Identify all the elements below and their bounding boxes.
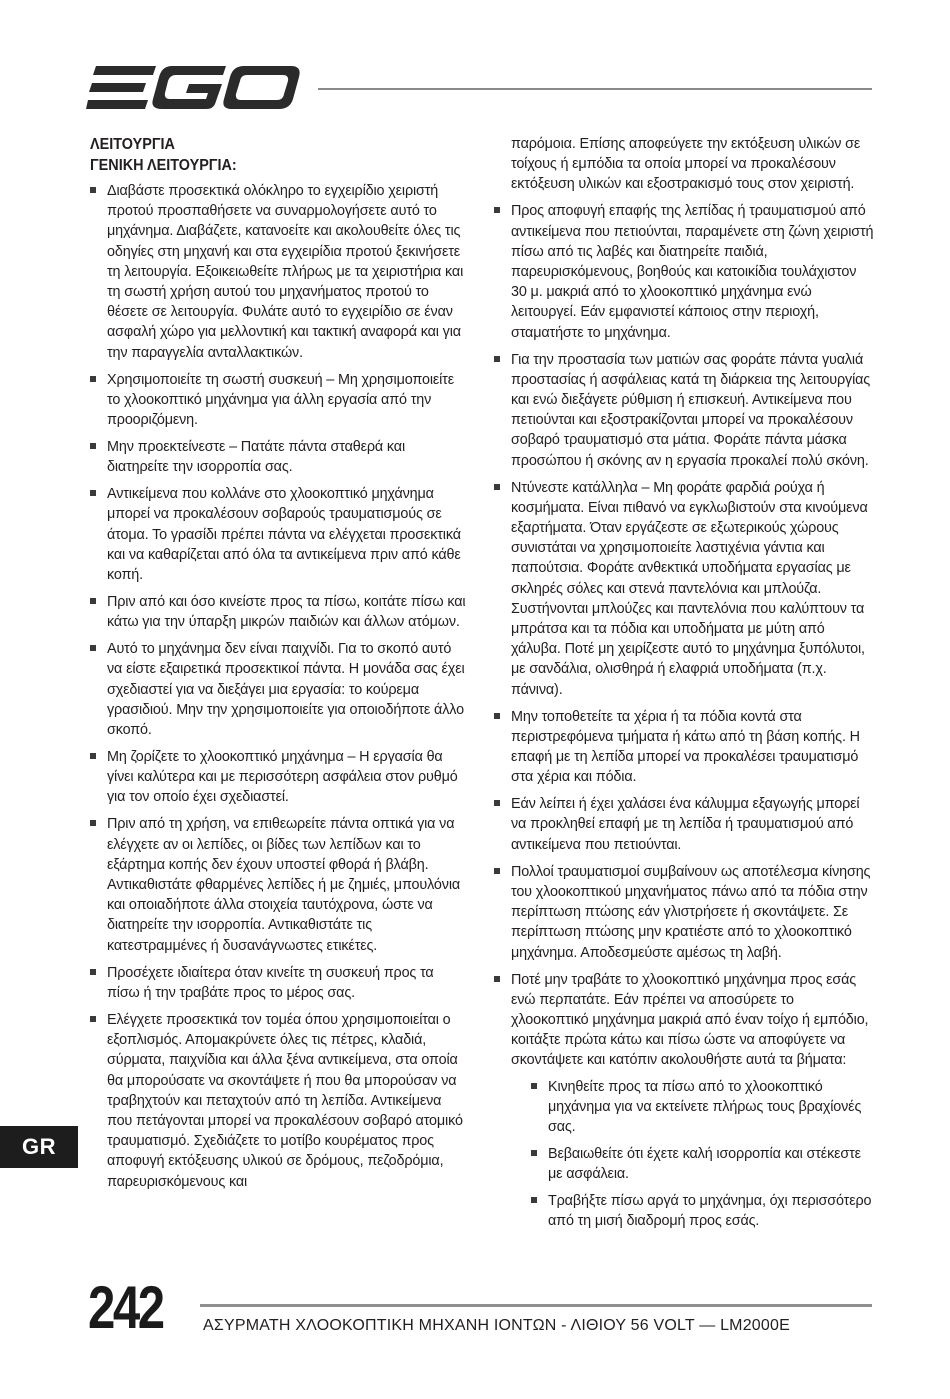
list-item	[494, 970, 874, 1232]
sub-list-item	[531, 1077, 874, 1138]
list-item-text: Μη ζορίζετε το χλοοκοπτικό μηχάνημα – Η εργασία θα γίνει καλύτερα και με περισσότερη ασφάλεια στον ρυθμό για τον οποίο έχει σχεδιαστεί.	[107, 749, 458, 806]
list-item-text: Ντύνεστε κατάλληλα – Μη φοράτε φαρδιά ρούχα ή κοσμήματα. Είναι πιθανό να εγκλωβιστούν στα κινούμενα εξαρτήματα. Όταν εργάζεστε σε εξωτερικούς χώρους συνιστάται να χρησιμοποιείτε λαστιχένια γάντια και παπούτσια. Φοράτε ανθεκτικά υποδήματα εργασίας με σκληρές σόλες και στενά παντελόνια και μπλούζα. Συστήνονται μπλούζες και παντελόνια που καλύπτουν τα μπράτσα και τα πόδια και υποδήματα με μύτη από χάλυβα. Ποτέ μη χειρίζεστε αυτό το μηχάνημα ξυπόλυτοι, με σανδάλια, ολισθηρά ή ελαφριά υποδήματα (π.χ. πάνινα).	[511, 479, 868, 698]
bullet-square-icon	[531, 1150, 537, 1156]
list-item	[90, 639, 470, 740]
right-column	[494, 134, 874, 1238]
list-item	[494, 862, 874, 963]
list-item	[90, 814, 470, 955]
list-item	[90, 592, 470, 632]
section-title: ΛΕΙΤΟΥΡΓΙΑ	[90, 136, 175, 153]
list-item-text: Ελέγχετε προσεκτικά τον τομέα όπου χρησιμοποιείται ο εξοπλισμός. Απομακρύνετε όλες τις πέτρες, κλαδιά, σύρματα, παιχνίδια και άλλα ξένα αντικείμενα, στα οποία θα μπορούσατε να σκοντάψετε ή που θα μπορούσαν να τραβηχτούν και πεταχτούν από τη λεπίδα. Αντικείμενα που πετάγονται μπορεί να προκαλέσουν σοβαρό ατομικό τραυματισμό. Σχεδιάζετε το μοτίβο κουρέματος προς αποφυγή εκτόξευσης υλικού σε δρόμους, πεζοδρόμια, παρευρισκόμενους και	[107, 1011, 463, 1190]
list-item	[90, 963, 470, 1003]
bullet-square-icon	[494, 484, 500, 490]
left-bullet-list	[90, 181, 470, 1192]
bullet-square-icon	[531, 1083, 537, 1089]
header-rule	[318, 88, 872, 90]
sub-bullet-list	[511, 1077, 874, 1232]
list-item-text: Ποτέ μην τραβάτε το χλοοκοπτικό μηχάνημα προς εσάς ενώ περπατάτε. Εάν πρέπει να απoσύρετε το χλοοκοπτικό μηχάνημα μακριά από έναν τοίχο ή εμπόδιο, κοιτάξτε πρώτα κάτω και πίσω ώστε να αποφύγετε να σκοντάψετε και κατόπιν ακολουθήστε αυτά τα βήματα:	[511, 971, 869, 1069]
section-subtitle: ΓΕΝΙΚΗ ΛΕΙΤΟΥΡΓΙΑ:	[90, 157, 237, 174]
sub-list-item	[531, 1144, 874, 1184]
list-item-text: Πολλοί τραυματισμοί συμβαίνουν ως αποτέλεσμα κίνησης του χλοοκοπτικού μηχανήματος πάνω από τα πόδια στην περίπτωση πτώσης εάν γλιστρήσετε ή σκοντάψετε. Σε περίπτωση πτώσης μην κρατιέστε από το χλοοκοπτικό μηχάνημα. Αποδεσμεύστε αμέσως τη λαβή.	[511, 863, 871, 961]
bullet-square-icon	[90, 820, 96, 826]
list-item	[494, 350, 874, 471]
footer-title: ΑΣΥΡΜΑΤΗ ΧΛΟΟΚΟΠΤΙΚΗ ΜΗΧΑΝΗ ΙΟΝΤΩΝ - ΛΙΘΙΟΥ 56 VOLT — LM2000E	[203, 1317, 790, 1334]
list-item-text: Εάν λείπει ή έχει χαλάσει ένα κάλυμμα εξαγωγής μπορεί να προκληθεί επαφή με τη λεπίδα ή τραυματισμού από αντικείμενα που πετιούνται.	[511, 796, 860, 853]
list-item-text: Αντικείμενα που κολλάνε στο χλοοκοπτικό μηχάνημα μπορεί να προκαλέσουν σοβαρούς τραυματισμούς σε άτομα. Το γρασίδι πρέπει πάντα να ελέγχεται προσεκτικά και να καθαρίζεται από όλα τα αντικείμενα πριν από κάθε κοπή.	[107, 486, 461, 584]
bullet-square-icon	[494, 207, 500, 213]
list-item	[90, 370, 470, 431]
right-bullet-list	[494, 201, 874, 1231]
bullet-square-icon	[90, 753, 96, 759]
bullet-square-icon	[90, 1016, 96, 1022]
bullet-square-icon	[90, 598, 96, 604]
ego-logo	[86, 64, 300, 112]
list-item-text: Προς αποφυγή επαφής της λεπίδας ή τραυματισμού από αντικείμενα που πετιούνται, παραμένετε στη ζώνη χειριστή πίσω από τις λαβές και διατηρείτε παιδιά, παρευρισκόμενους, βοηθούς και κατοικίδια τουλάχιστον 30 μ. μακριά από το χλοοκοπτικό μηχάνημα ενώ λειτουργεί. Εάν εμφανιστεί κάποιος στην περιοχή, σταματήστε το μηχάνημα.	[511, 203, 874, 341]
list-item	[494, 794, 874, 855]
list-item	[494, 707, 874, 788]
bullet-square-icon	[494, 800, 500, 806]
bullet-square-icon	[90, 187, 96, 193]
left-column	[90, 134, 470, 1199]
list-item-text: Μην τοποθετείτε τα χέρια ή τα πόδια κοντά στα περιστρεφόμενα τμήματα ή κάτω από τη βάση κοπής. Η επαφή με τη λεπίδα μπορεί να προκαλέσει τραυματισμό στα χέρια και πόδια.	[511, 708, 860, 786]
bullet-square-icon	[90, 645, 96, 651]
list-item-text: Για την προστασία των ματιών σας φοράτε πάντα γυαλιά προστασίας ή ασφάλειας κατά τη διάρκεια της λειτουργίας και ενώ διεξάγετε ρύθμιση ή επισκευή. Αντικείμενα που πετιούνται και εξοστρακίζονται μπορεί να προκαλέσουν σοβαρό τραυματισμό στα μάτια. Φοράτε πάντα μάσκα προσώπου ή σκόνης αν η εργασία προκαλεί πολύ σκόνη.	[511, 351, 871, 469]
list-item-text: Μην προεκτείνεστε – Πατάτε πάντα σταθερά και διατηρείτε την ισορροπία σας.	[107, 439, 405, 476]
list-item-text: Χρησιμοποιείτε τη σωστή συσκευή – Μη χρησιμοποιείτε το χλοοκοπτικό μηχάνημα για άλλη εργασία από την προοριζόμενη.	[107, 371, 454, 429]
list-item	[494, 201, 874, 342]
list-item	[90, 437, 470, 477]
sub-list-item-text: Τραβήξτε πίσω αργά το μηχάνημα, όχι περισσότερο από τη μισή διαδρομή προς εσάς.	[548, 1193, 872, 1230]
list-item	[90, 1010, 470, 1192]
bullet-square-icon	[494, 713, 500, 719]
bullet-square-icon	[90, 490, 96, 496]
list-item	[494, 478, 874, 700]
ego-logo-graphic	[86, 64, 300, 112]
bullet-square-icon	[531, 1197, 537, 1203]
list-item	[90, 484, 470, 585]
list-item	[90, 181, 470, 363]
list-item-text: Πριν από και όσο κινείστε προς τα πίσω, κοιτάτε πίσω και κάτω για την ύπαρξη μικρών παιδιών και άλλων ατόμων.	[107, 594, 466, 631]
sub-list-item-text: Κινηθείτε προς τα πίσω από το χλοοκοπτικό μηχάνημα για να εκτείνετε πλήρως τους βραχίονές σας.	[548, 1078, 862, 1135]
continued-paragraph: παρόμοια. Επίσης αποφεύγετε την εκτόξευση υλικών σε τοίχους ή εμπόδια τα οποία μπορεί να προκαλέσουν εκτόξευση υλικών και εξοστρακισμό τους στον χειριστή.	[511, 136, 861, 193]
bullet-square-icon	[90, 969, 96, 975]
language-tab: GR	[0, 1126, 78, 1168]
bullet-square-icon	[494, 976, 500, 982]
list-item-text: Πριν από τη χρήση, να επιθεωρείτε πάντα οπτικά για να ελέγχετε αν οι λεπίδες, οι βίδες των λεπίδων και το εξάρτημα κοπής δεν έχουν υποστεί φθορά ή βλάβη. Αντικαθιστάτε φθαρμένες λεπίδες ή με ζημιές, μπουλόνια και οποιαδήποτε άλλα στοιχεία ταυτόχρονα, ώστε να διατηρείτε την ισορροπία. Αντικαθιστάτε τις κατεστραμμένες ή δυσανάγνωστες ετικέτες.	[107, 816, 461, 954]
bullet-square-icon	[494, 868, 500, 874]
footer-rule	[200, 1304, 872, 1307]
list-item-text: Αυτό το μηχάνημα δεν είναι παιχνίδι. Για το σκοπό αυτό να είστε εξαιρετικά προσεκτικοί πάντα. Η μονάδα σας έχει σχεδιαστεί για να διεξάγει μια εργασία: το κούρεμα γρασιδιού. Μην την χρησιμοποιείτε για οποιοδήποτε άλλο σκοπό.	[107, 641, 465, 739]
bullet-square-icon	[494, 356, 500, 362]
bullet-square-icon	[90, 443, 96, 449]
list-item-text: Προσέχετε ιδιαίτερα όταν κινείτε τη συσκευή προς τα πίσω ή την τραβάτε προς το μέρος σας.	[107, 964, 434, 1001]
bullet-square-icon	[90, 376, 96, 382]
page-number: 242	[88, 1274, 163, 1341]
list-item-text: Διαβάστε προσεκτικά ολόκληρο το εγχειρίδιο χειριστή προτού προσπαθήσετε να συναρμολογήσετε αυτό το μηχάνημα. Διαβάζετε, κατανοείτε και ακολουθείτε όλες τις οδηγίες στη μηχανή και στα εγχειρίδια προτού ξεκινήσετε τη λειτουργία. Εξοικειωθείτε πλήρως με τα χειριστήρια και τη σωστή χρήση αυτού του μηχανήματος προτού το θέσετε σε λειτουργία. Φυλάτε αυτό το εγχειρίδιο σε έναν ασφαλή χώρο για μελλοντική και τακτική αναφορά και για την παραγγελία ανταλλακτικών.	[107, 183, 464, 361]
sub-list-item-text: Βεβαιωθείτε ότι έχετε καλή ισορροπία και στέκεστε με ασφάλεια.	[548, 1145, 861, 1183]
sub-list-item	[531, 1191, 874, 1231]
list-item	[90, 747, 470, 808]
